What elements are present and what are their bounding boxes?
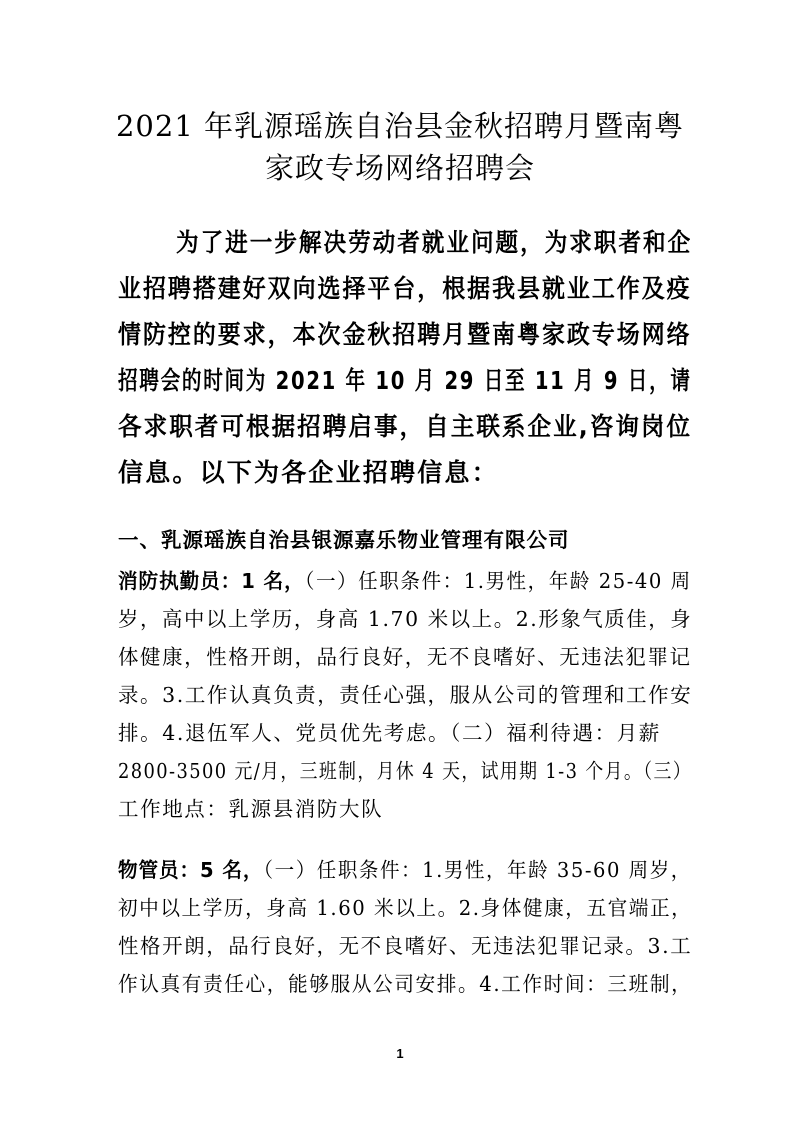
intro-line: 各求职者可根据招聘启事，自主联系企业,咨询岗位 bbox=[118, 412, 693, 441]
job-line: 排。4.退伍军人、党员优先考虑。（二）福利待遇：月薪 bbox=[118, 721, 661, 745]
job-line: 初中以上学历，身高 1.60 米以上。2.身体健康，五官端正， bbox=[118, 896, 693, 920]
job-line: 岁，高中以上学历，身高 1.70 米以上。2.形象气质佳，身 bbox=[118, 607, 693, 631]
job-text: （一）任职条件：1.男性，年龄 25-40 周 bbox=[304, 569, 692, 593]
document-title-line-2: 家政专场网络招聘会 bbox=[264, 151, 535, 185]
job-line bbox=[118, 855, 692, 885]
job-line bbox=[118, 566, 692, 596]
job-line: 作认真有责任心，能够服从公司安排。4.工作时间：三班制， bbox=[118, 972, 693, 996]
job-position-title: 消防执勤员：1 名， bbox=[118, 569, 305, 593]
job-line: 体健康，性格开朗，品行良好，无不良嗜好、无违法犯罪记 bbox=[118, 645, 692, 669]
job-line: 录。3.工作认真负责，责任心强，服从公司的管理和工作安 bbox=[118, 683, 693, 707]
intro-line: 招聘会的时间为 2021 年 10 月 29 日至 11 月 9 日，请 bbox=[118, 366, 692, 395]
job-line: 性格开朗，品行良好，无不良嗜好、无违法犯罪记录。3.工 bbox=[118, 934, 693, 958]
page-number: 1 bbox=[396, 1046, 404, 1061]
intro-line: 信息。以下为各企业招聘信息： bbox=[118, 458, 499, 487]
company-heading: 一、乳源瑶族自治县银源嘉乐物业管理有限公司 bbox=[118, 528, 570, 552]
job-line: 2800-3500 元/月，三班制，月休 4 天，试用期 1-3 个月。（三） bbox=[118, 759, 692, 783]
intro-line: 为了进一步解决劳动者就业问题，为求职者和企 bbox=[176, 228, 693, 257]
job-position-title: 物管员：5 名， bbox=[118, 858, 264, 882]
intro-line: 情防控的要求，本次金秋招聘月暨南粤家政专场网络 bbox=[118, 320, 692, 349]
intro-line: 业招聘搭建好双向选择平台，根据我县就业工作及疫 bbox=[118, 274, 692, 303]
job-line: 工作地点：乳源县消防大队 bbox=[118, 797, 384, 821]
document-title-line-1: 2021 年乳源瑶族自治县金秋招聘月暨南粤 bbox=[115, 109, 685, 143]
job-text: （一）任职条件：1.男性，年龄 35-60 周岁， bbox=[263, 858, 692, 882]
